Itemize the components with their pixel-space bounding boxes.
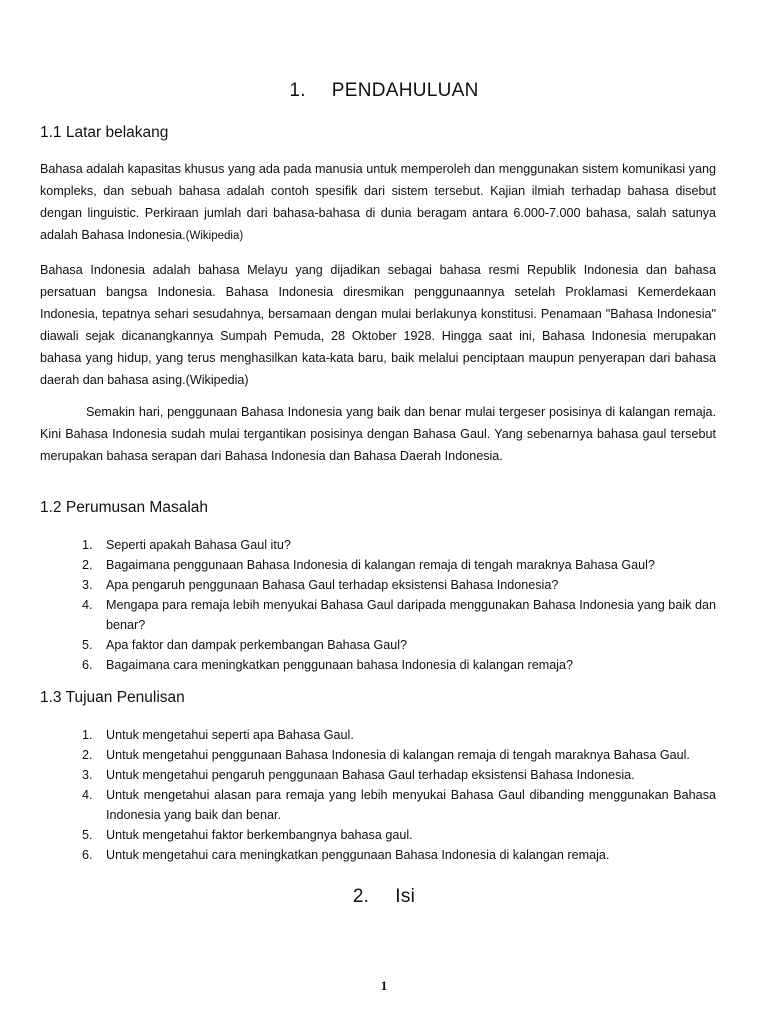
list-item: 6. Bagaimana cara meningkatkan penggunaan bahasa Indonesia di kalangan remaja? — [82, 658, 574, 672]
list-item: 5. Untuk mengetahui faktor berkembangnya bahasa gaul. — [82, 828, 413, 842]
chapter-number: 2. — [352, 886, 370, 907]
list-item: 1. Untuk mengetahui seperti apa Bahasa Gaul. — [82, 728, 354, 742]
paragraph-2: Bahasa Indonesia adalah bahasa Melayu yang dijadikan sebagai bahasa resmi Republik Indonesia dan bahasa persatuan bangsa Indonesia. Bahasa Indonesia diresmikan penggunaannya setelah Proklamasi Kemerdekaan Indonesia, tepatnya sehari sesudahnya, bersamaan dengan mulai berlakunya konstitusi. Penamaan "Bahasa Indonesia" diawali sejak dicanangkannya Sumpah Pemuda, 28 Oktober 1928. Hingga saat ini, Bahasa Indonesia merupakan bahasa yang hidup, yang terus menghasilkan kata-kata baru, baik melalui penciptaan maupun penyerapan dari bahasa daerah dan bahasa asing.(Wikipedia) — [40, 263, 716, 387]
chapter-heading-pendahuluan — [0, 80, 768, 102]
list-item: 2. Untuk mengetahui penggunaan Bahasa Indonesia di kalangan remaja di tengah maraknya Bahasa Gaul. — [82, 748, 690, 762]
list-item: 3. Untuk mengetahui pengaruh penggunaan Bahasa Gaul terhadap eksistensi Bahasa Indonesia. — [82, 768, 635, 782]
list-item: 4. Mengapa para remaja lebih menyukai Bahasa Gaul daripada menggunakan Bahasa Indonesia yang baik dan benar? — [82, 598, 716, 632]
paragraph-3-text: Semakin hari, penggunaan Bahasa Indonesia yang baik dan benar mulai tergeser posisinya di kalangan remaja. Kini Bahasa Indonesia sudah mulai tergantikan posisinya dengan Bahasa Gaul. Yang sebenarnya bahasa gaul tersebut merupakan bahasa serapan dari Bahasa Indonesia dan Bahasa Daerah Indonesia. — [40, 405, 716, 463]
list-item: 1. Seperti apakah Bahasa Gaul itu? — [82, 538, 291, 552]
paragraph-1-text: Bahasa adalah kapasitas khusus yang ada pada manusia untuk memperoleh dan menggunakan sistem komunikasi yang kompleks, dan sebuah bahasa adalah contoh spesifik dari sistem tersebut. Kajian ilmiah terhadap bahasa disebut dengan linguistic. Perkiraan jumlah dari bahasa-bahasa di dunia beragam antara 6.000-7.000 bahasa, salah satunya adalah Bahasa Indonesia. — [40, 162, 716, 242]
list-item: 5. Apa faktor dan dampak perkembangan Bahasa Gaul? — [82, 638, 408, 652]
list-item: 3. Apa pengaruh penggunaan Bahasa Gaul terhadap eksistensi Bahasa Indonesia? — [82, 578, 559, 592]
section-heading-tujuan-penulisan: 1.3 Tujuan Penulisan — [40, 689, 185, 706]
paragraph-1 — [40, 158, 716, 247]
list-item: 4. Untuk mengetahui alasan para remaja yang lebih menyukai Bahasa Gaul dibanding menggunakan Bahasa Indonesia yang baik dan benar. — [82, 788, 716, 822]
chapter-number: 1. — [289, 80, 306, 101]
objective-list — [82, 725, 716, 865]
chapter-heading-isi — [0, 886, 768, 908]
chapter-title: PENDAHULUAN — [331, 80, 479, 101]
list-item: 6. Untuk mengetahui cara meningkatkan penggunaan Bahasa Indonesia di kalangan remaja. — [82, 848, 610, 862]
chapter-title: Isi — [395, 886, 416, 907]
section-heading-perumusan-masalah: 1.2 Perumusan Masalah — [40, 499, 209, 516]
list-item: 2. Bagaimana penggunaan Bahasa Indonesia di kalangan remaja di tengah maraknya Bahasa Gaul? — [82, 558, 655, 572]
paragraph-3 — [40, 401, 716, 467]
page-number: 1 — [380, 978, 388, 993]
section-heading-latar-belakang: 1.1 Latar belakang — [40, 124, 169, 141]
problem-list — [82, 535, 716, 675]
paragraph-1-citation: (Wikipedia) — [185, 230, 244, 242]
